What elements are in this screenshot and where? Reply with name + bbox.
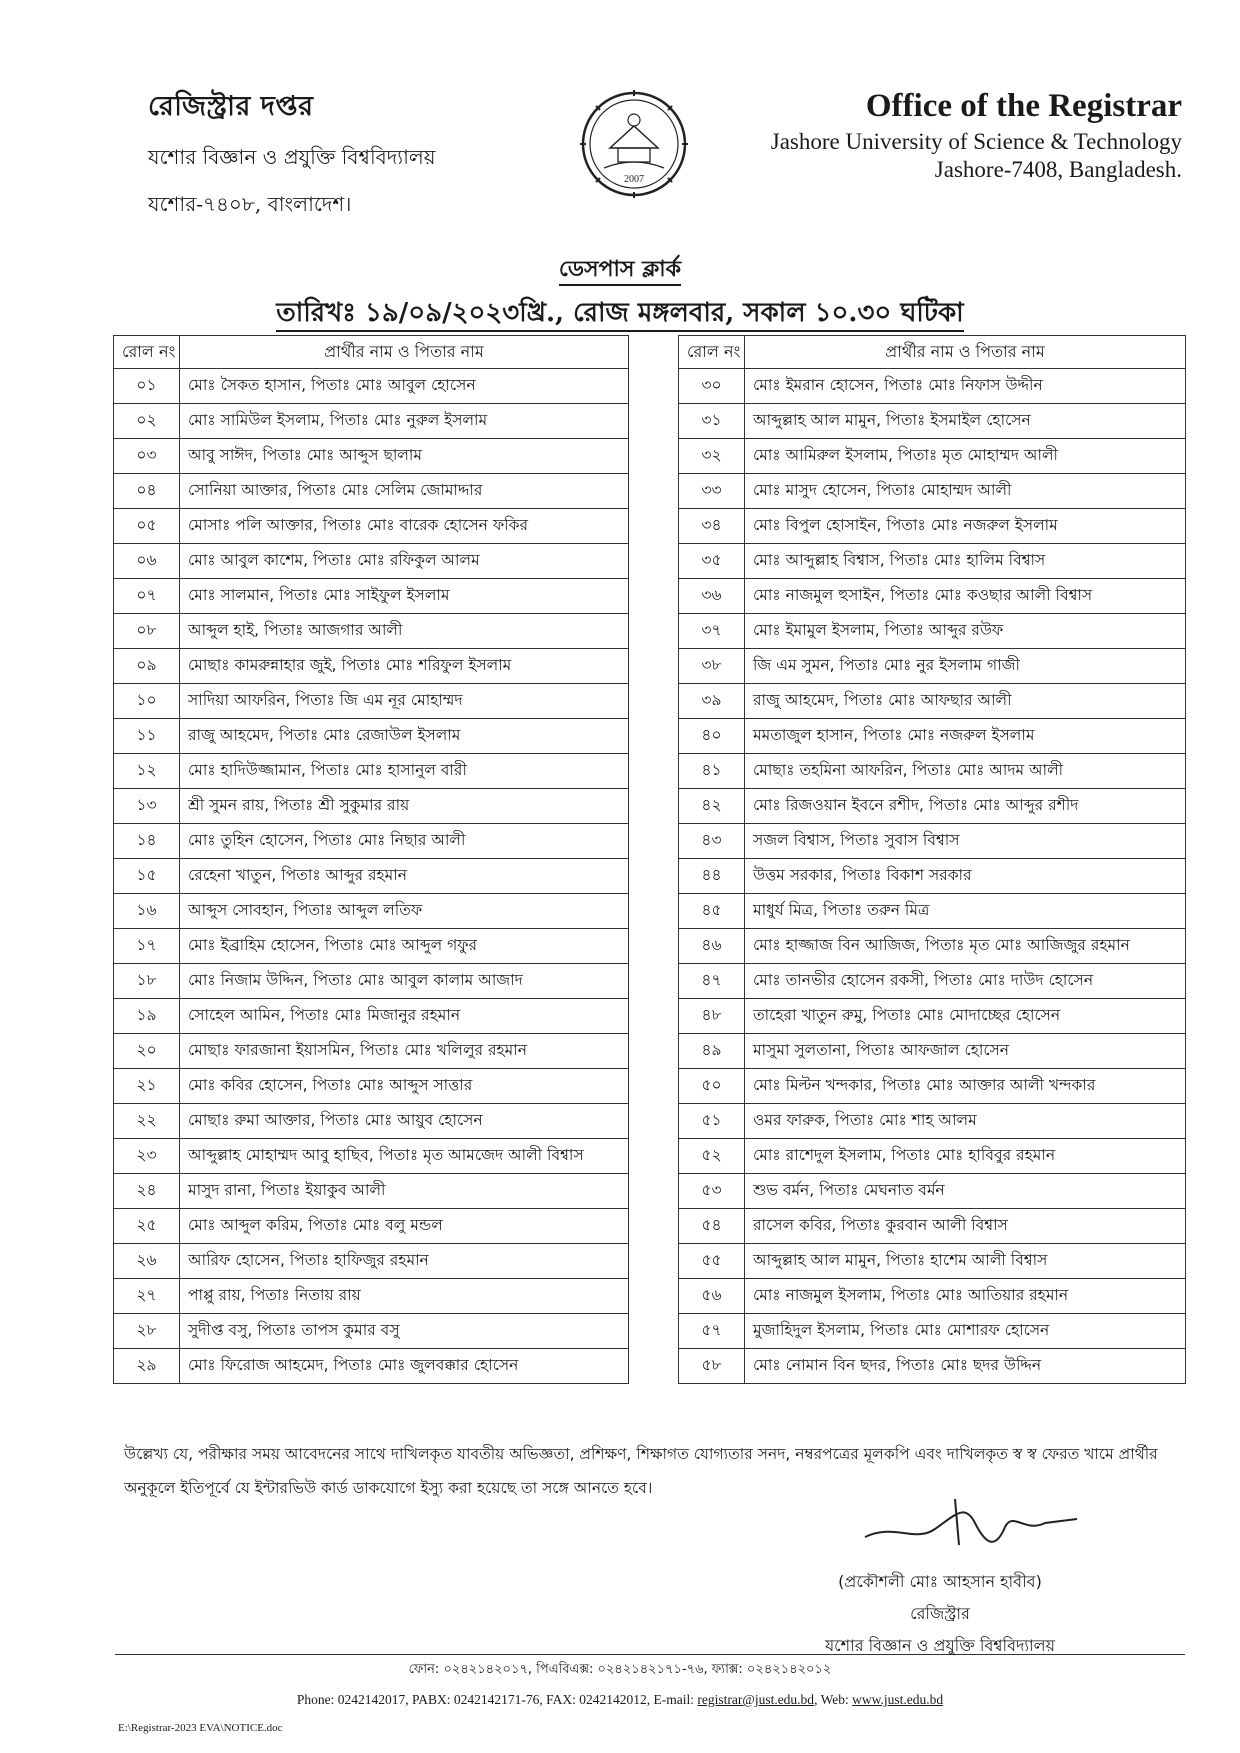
roll-column-header: রোল নং xyxy=(679,336,745,369)
candidate-name: মোঃ হাজ্জাজ বিন আজিজ, পিতাঃ মৃত মোঃ আজিজুর রহমান xyxy=(745,929,1186,964)
bn-office-name: রেজিস্ট্রার দপ্তর xyxy=(148,91,314,122)
candidate-name: আবু সাঈদ, পিতাঃ মোঃ আব্দুস ছালাম xyxy=(180,439,629,474)
table-row xyxy=(679,1069,1186,1104)
roll-number: ৪৬ xyxy=(679,929,745,964)
roll-number: ৪৭ xyxy=(679,964,745,999)
table-row xyxy=(114,1349,629,1384)
roll-number: ২১ xyxy=(114,1069,180,1104)
roll-number: ২০ xyxy=(114,1034,180,1069)
table-row xyxy=(114,754,629,789)
roll-number: ৪০ xyxy=(679,719,745,754)
footer-email-link[interactable]: registrar@just.edu.bd xyxy=(697,1692,815,1707)
post-title xyxy=(0,252,1240,289)
candidate-name: মোঃ নাজমুল হুসাইন, পিতাঃ মোঃ কওছার আলী বিশ্বাস xyxy=(745,579,1186,614)
table-row xyxy=(679,544,1186,579)
table-row xyxy=(679,404,1186,439)
roll-number: ০৬ xyxy=(114,544,180,579)
roll-number: ৪৯ xyxy=(679,1034,745,1069)
table-row xyxy=(679,579,1186,614)
roll-number: ২৭ xyxy=(114,1279,180,1314)
table-row xyxy=(679,369,1186,404)
roll-number: ৩৫ xyxy=(679,544,745,579)
roll-number: ৩৮ xyxy=(679,649,745,684)
candidate-name: সাদিয়া আফরিন, পিতাঃ জি এম নূর মোহাম্মদ xyxy=(180,684,629,719)
roll-number: ৫৭ xyxy=(679,1314,745,1349)
roll-number: ১৫ xyxy=(114,859,180,894)
candidate-name: মোসাঃ পলি আক্তার, পিতাঃ মোঃ বারেক হোসেন ফকির xyxy=(180,509,629,544)
roll-number: ১৯ xyxy=(114,999,180,1034)
candidate-table-right xyxy=(678,335,1186,1384)
candidate-name: আব্দুল্লাহ আল মামুন, পিতাঃ ইসমাইল হোসেন xyxy=(745,404,1186,439)
signatory-institution: যশোর বিজ্ঞান ও প্রযুক্তি বিশ্ববিদ্যালয় xyxy=(824,1636,1056,1655)
table-row xyxy=(114,1209,629,1244)
candidate-name: মোঃ নাজমুল ইসলাম, পিতাঃ মোঃ আতিয়ার রহমান xyxy=(745,1279,1186,1314)
candidate-name: মাসুদ রানা, পিতাঃ ইয়াকুব আলী xyxy=(180,1174,629,1209)
table-row xyxy=(679,614,1186,649)
candidate-name: মোঃ মিল্টন খন্দকার, পিতাঃ মোঃ আক্তার আলী খন্দকার xyxy=(745,1069,1186,1104)
roll-number: ০৯ xyxy=(114,649,180,684)
table-row xyxy=(679,719,1186,754)
table-row xyxy=(114,684,629,719)
candidate-name: মাধুর্য মিত্র, পিতাঃ তরুন মিত্র xyxy=(745,894,1186,929)
roll-number: ২৮ xyxy=(114,1314,180,1349)
candidate-name: আরিফ হোসেন, পিতাঃ হাফিজুর রহমান xyxy=(180,1244,629,1279)
bengali-letterhead xyxy=(148,86,588,223)
en-address: Jashore-7408, Bangladesh. xyxy=(934,157,1182,182)
roll-number: ৫৫ xyxy=(679,1244,745,1279)
candidate-name: মোঃ মাসুদ হোসেন, পিতাঃ মোহাম্মদ আলী xyxy=(745,474,1186,509)
roll-number: ০৪ xyxy=(114,474,180,509)
roll-number: ৩৭ xyxy=(679,614,745,649)
table-row xyxy=(679,1174,1186,1209)
en-university-name: Jashore University of Science & Technology xyxy=(770,129,1182,154)
candidate-name: মোছাঃ রুমা আক্তার, পিতাঃ মোঃ আয়ুব হোসেন xyxy=(180,1104,629,1139)
table-row xyxy=(114,544,629,579)
bn-address: যশোর-৭৪০৮, বাংলাদেশ। xyxy=(148,192,352,216)
candidate-name: আব্দুল্লাহ আল মামুন, পিতাঃ হাশেম আলী বিশ্বাস xyxy=(745,1244,1186,1279)
table-row xyxy=(114,1279,629,1314)
roll-number: ৪১ xyxy=(679,754,745,789)
table-row xyxy=(114,369,629,404)
roll-number: ১৩ xyxy=(114,789,180,824)
table-row xyxy=(679,649,1186,684)
table-row xyxy=(679,1034,1186,1069)
candidate-name: মোঃ নোমান বিন ছদর, পিতাঃ মোঃ ছদর উদ্দিন xyxy=(745,1349,1186,1384)
roll-number: ২৩ xyxy=(114,1139,180,1174)
candidate-name: ওমর ফারুক, পিতাঃ মোঃ শাহ আলম xyxy=(745,1104,1186,1139)
roll-column-header: রোল নং xyxy=(114,336,180,369)
roll-number: ৫৪ xyxy=(679,1209,745,1244)
candidate-name: তাহেরা খাতুন রুমু, পিতাঃ মোঃ মোদাচ্ছের হোসেন xyxy=(745,999,1186,1034)
roll-number: ১৭ xyxy=(114,929,180,964)
candidate-name: মোঃ ফিরোজ আহমেদ, পিতাঃ মোঃ জুলবক্কার হোসেন xyxy=(180,1349,629,1384)
roll-number: ১০ xyxy=(114,684,180,719)
en-office-name: Office of the Registrar xyxy=(865,88,1182,124)
roll-number: ১৬ xyxy=(114,894,180,929)
footer-web-label: , Web: xyxy=(814,1692,853,1707)
candidate-name: মোঃ আমিরুল ইসলাম, পিতাঃ মৃত মোহাম্মদ আলী xyxy=(745,439,1186,474)
table-row xyxy=(679,1244,1186,1279)
instruction-note: উল্লেখ্য যে, পরীক্ষার সময় আবেদনের সাথে দাখিলকৃত যাবতীয় অভিজ্ঞতা, প্রশিক্ষণ, শিক্ষাগত যোগ্যতার সনদ, নম্বরপত্রের মূলকপি এবং দাখিলকৃত স্ব স্ব ফেরত খামে প্রার্থীর অনুকূলে ইতিপূর্বে যে ইন্টারভিউ কার্ড ডাকযোগে ইস্যু করা হয়েছে তা সঙ্গে আনতে হবে। xyxy=(124,1445,1158,1497)
table-row xyxy=(679,929,1186,964)
roll-number: ৩২ xyxy=(679,439,745,474)
signatory-designation: রেজিস্ট্রার xyxy=(910,1604,970,1623)
roll-number: ২৯ xyxy=(114,1349,180,1384)
candidate-name: রাজু আহমেদ, পিতাঃ মোঃ রেজাউল ইসলাম xyxy=(180,719,629,754)
seal-year: 2007 xyxy=(624,174,644,185)
candidate-name: মোঃ নিজাম উদ্দিন, পিতাঃ মোঃ আবুল কালাম আজাদ xyxy=(180,964,629,999)
roll-number: ০৫ xyxy=(114,509,180,544)
name-column-header: প্রার্থীর নাম ও পিতার নাম xyxy=(745,336,1186,369)
exam-schedule xyxy=(0,292,1240,336)
candidate-name: সুদীপ্ত বসু, পিতাঃ তাপস কুমার বসু xyxy=(180,1314,629,1349)
footer-contact-english xyxy=(0,1692,1240,1708)
table-row xyxy=(114,404,629,439)
table-row xyxy=(114,579,629,614)
candidate-name: মোছাঃ কামরুন্নাহার জুই, পিতাঃ মোঃ শরিফুল ইসলাম xyxy=(180,649,629,684)
candidate-name: মোঃ ইব্রাহিম হোসেন, পিতাঃ মোঃ আব্দুল গফুর xyxy=(180,929,629,964)
roll-number: ৪৪ xyxy=(679,859,745,894)
table-row xyxy=(679,1209,1186,1244)
table-row xyxy=(114,614,629,649)
roll-number: ৫৮ xyxy=(679,1349,745,1384)
table-row xyxy=(679,474,1186,509)
table-row xyxy=(114,1139,629,1174)
roll-number: ২৬ xyxy=(114,1244,180,1279)
registrar-signature xyxy=(855,1493,1085,1555)
table-row xyxy=(679,859,1186,894)
candidate-name: মোছাঃ তহমিনা আফরিন, পিতাঃ মোঃ আদম আলী xyxy=(745,754,1186,789)
table-row xyxy=(114,1034,629,1069)
candidate-name: মোঃ বিপুল হোসাইন, পিতাঃ মোঃ নজরুল ইসলাম xyxy=(745,509,1186,544)
candidate-name: মোঃ আবুল কাশেম, পিতাঃ মোঃ রফিকুল আলম xyxy=(180,544,629,579)
candidate-name: শ্রী সুমন রায়, পিতাঃ শ্রী সুকুমার রায় xyxy=(180,789,629,824)
candidate-name: মোঃ সামিউল ইসলাম, পিতাঃ মোঃ নুরুল ইসলাম xyxy=(180,404,629,439)
candidate-name: রেহেনা খাতুন, পিতাঃ আব্দুর রহমান xyxy=(180,859,629,894)
roll-number: ০৮ xyxy=(114,614,180,649)
table-row xyxy=(679,509,1186,544)
candidate-name: মোঃ সালমান, পিতাঃ মোঃ সাইফুল ইসলাম xyxy=(180,579,629,614)
roll-number: ১১ xyxy=(114,719,180,754)
candidate-name: মাসুমা সুলতানা, পিতাঃ আফজাল হোসেন xyxy=(745,1034,1186,1069)
table-row xyxy=(679,824,1186,859)
candidate-name: সোহেল আমিন, পিতাঃ মোঃ মিজানুর রহমান xyxy=(180,999,629,1034)
candidate-name: মোঃ সৈকত হাসান, পিতাঃ মোঃ আবুল হোসেন xyxy=(180,369,629,404)
table-row xyxy=(114,1314,629,1349)
english-letterhead xyxy=(702,88,1182,183)
name-column-header: প্রার্থীর নাম ও পিতার নাম xyxy=(180,336,629,369)
roll-number: ৩১ xyxy=(679,404,745,439)
table-row xyxy=(679,684,1186,719)
roll-number: ৫০ xyxy=(679,1069,745,1104)
table-row xyxy=(114,964,629,999)
table-row xyxy=(679,1314,1186,1349)
roll-number: ০৩ xyxy=(114,439,180,474)
roll-number: ৩০ xyxy=(679,369,745,404)
candidate-name: মোঃ রাশেদুল ইসলাম, পিতাঃ মোঃ হাবিবুর রহমান xyxy=(745,1139,1186,1174)
candidate-name: মোঃ ইমামুল ইসলাম, পিতাঃ আব্দুর রউফ xyxy=(745,614,1186,649)
table-row xyxy=(114,859,629,894)
bn-university-name: যশোর বিজ্ঞান ও প্রযুক্তি বিশ্ববিদ্যালয় xyxy=(148,145,436,169)
table-row xyxy=(679,789,1186,824)
roll-number: ৪৫ xyxy=(679,894,745,929)
roll-number: ২৪ xyxy=(114,1174,180,1209)
table-row xyxy=(114,719,629,754)
candidate-name: মোঃ কবির হোসেন, পিতাঃ মোঃ আব্দুস সাত্তার xyxy=(180,1069,629,1104)
roll-number: ৩৩ xyxy=(679,474,745,509)
candidate-name: মমতাজুল হাসান, পিতাঃ মোঃ নজরুল ইসলাম xyxy=(745,719,1186,754)
table-row xyxy=(114,999,629,1034)
table-row xyxy=(114,929,629,964)
table-row xyxy=(114,474,629,509)
footer-contact-bengali: ফোন: ০২৪২১৪২০১৭, পিএবিএক্স: ০২৪২১৪২১৭১-৭৬, ফ্যাক্স: ০২৪২১৪২০১২ xyxy=(408,1662,832,1677)
table-row xyxy=(114,894,629,929)
roll-number: ৪২ xyxy=(679,789,745,824)
candidate-name: মোছাঃ ফারজানা ইয়াসমিন, পিতাঃ মোঃ খলিলুর রহমান xyxy=(180,1034,629,1069)
table-row xyxy=(114,1244,629,1279)
table-row xyxy=(114,509,629,544)
candidate-name: মোঃ তুহিন হোসেন, পিতাঃ মোঃ নিছার আলী xyxy=(180,824,629,859)
footer-divider xyxy=(115,1654,1185,1655)
candidate-name: মোঃ তানভীর হোসেন রকসী, পিতাঃ মোঃ দাউদ হোসেন xyxy=(745,964,1186,999)
table-row xyxy=(679,1104,1186,1139)
table-row xyxy=(114,824,629,859)
candidate-name: পাপ্পু রায়, পিতাঃ নিতায় রায় xyxy=(180,1279,629,1314)
table-row xyxy=(679,754,1186,789)
post-title-text: ডেসপাস ক্লার্ক xyxy=(559,256,681,286)
roll-number: ৫৩ xyxy=(679,1174,745,1209)
roll-number: ৫২ xyxy=(679,1139,745,1174)
roll-number: ৩৪ xyxy=(679,509,745,544)
roll-number: ৪৮ xyxy=(679,999,745,1034)
candidate-name: মোঃ হাদিউজ্জামান, পিতাঃ মোঃ হাসানুল বারী xyxy=(180,754,629,789)
candidate-name: মোঃ আব্দুল্লাহ বিশ্বাস, পিতাঃ মোঃ হালিম বিশ্বাস xyxy=(745,544,1186,579)
roll-number: ৪৩ xyxy=(679,824,745,859)
footer-phone-fax: Phone: 0242142017, PABX: 0242142171-76, FAX: 0242142012, E-mail: xyxy=(296,1692,698,1707)
table-row xyxy=(679,964,1186,999)
footer-web-link[interactable]: www.just.edu.bd xyxy=(852,1692,944,1707)
roll-number: ১৪ xyxy=(114,824,180,859)
candidate-name: আব্দুল্লাহ মোহাম্মদ আবু হাছিব, পিতাঃ মৃত আমজেদ আলী বিশ্বাস xyxy=(180,1139,629,1174)
roll-number: ৫৬ xyxy=(679,1279,745,1314)
signatory-block xyxy=(760,1566,1120,1662)
table-row xyxy=(114,439,629,474)
candidate-name: জি এম সুমন, পিতাঃ মোঃ নুর ইসলাম গাজী xyxy=(745,649,1186,684)
roll-number: ০২ xyxy=(114,404,180,439)
candidate-name: রাসেল কবির, পিতাঃ কুরবান আলী বিশ্বাস xyxy=(745,1209,1186,1244)
candidate-name: মোঃ আব্দুল করিম, পিতাঃ মোঃ বলু মন্ডল xyxy=(180,1209,629,1244)
roll-number: ২৫ xyxy=(114,1209,180,1244)
candidate-table-left xyxy=(113,335,629,1384)
candidate-name: মুজাহিদুল ইসলাম, পিতাঃ মোঃ মোশারফ হোসেন xyxy=(745,1314,1186,1349)
table-row xyxy=(679,1349,1186,1384)
roll-number: ০১ xyxy=(114,369,180,404)
candidate-name: মোঃ রিজওয়ান ইবনে রশীদ, পিতাঃ মোঃ আব্দুর রশীদ xyxy=(745,789,1186,824)
roll-number: ২২ xyxy=(114,1104,180,1139)
roll-number: ১২ xyxy=(114,754,180,789)
table-row xyxy=(114,789,629,824)
candidate-name: উত্তম সরকার, পিতাঃ বিকাশ সরকার xyxy=(745,859,1186,894)
candidate-name: রাজু আহমেদ, পিতাঃ মোঃ আফছার আলী xyxy=(745,684,1186,719)
roll-number: ৩৯ xyxy=(679,684,745,719)
table-row xyxy=(679,894,1186,929)
table-row xyxy=(679,1139,1186,1174)
table-row xyxy=(679,1279,1186,1314)
candidate-name: আব্দুল হাই, পিতাঃ আজগার আলী xyxy=(180,614,629,649)
candidate-name: সজল বিশ্বাস, পিতাঃ সুবাস বিশ্বাস xyxy=(745,824,1186,859)
candidate-name: মোঃ ইমরান হোসেন, পিতাঃ মোঃ নিফাস উদ্দীন xyxy=(745,369,1186,404)
file-path: E:\Registrar-2023 EVA\NOTICE.doc xyxy=(118,1722,283,1734)
candidate-name: শুভ বর্মন, পিতাঃ মেঘনাত বর্মন xyxy=(745,1174,1186,1209)
signatory-name: (প্রকৌশলী মোঃ আহসান হাবীব) xyxy=(838,1572,1042,1591)
university-seal-logo xyxy=(580,90,688,198)
table-row xyxy=(679,439,1186,474)
roll-number: ০৭ xyxy=(114,579,180,614)
candidate-name: সোনিয়া আক্তার, পিতাঃ মোঃ সেলিম জোমাদ্দার xyxy=(180,474,629,509)
table-row xyxy=(114,649,629,684)
table-row xyxy=(114,1069,629,1104)
table-row xyxy=(114,1174,629,1209)
roll-number: ৩৬ xyxy=(679,579,745,614)
roll-number: ১৮ xyxy=(114,964,180,999)
roll-number: ৫১ xyxy=(679,1104,745,1139)
table-row xyxy=(114,1104,629,1139)
candidate-name: আব্দুস সোবহান, পিতাঃ আব্দুল লতিফ xyxy=(180,894,629,929)
table-row xyxy=(679,999,1186,1034)
exam-schedule-text: তারিখঃ ১৯/০৯/২০২৩খ্রি., রোজ মঙ্গলবার, সকাল ১০.৩০ ঘটিকা xyxy=(276,298,963,332)
